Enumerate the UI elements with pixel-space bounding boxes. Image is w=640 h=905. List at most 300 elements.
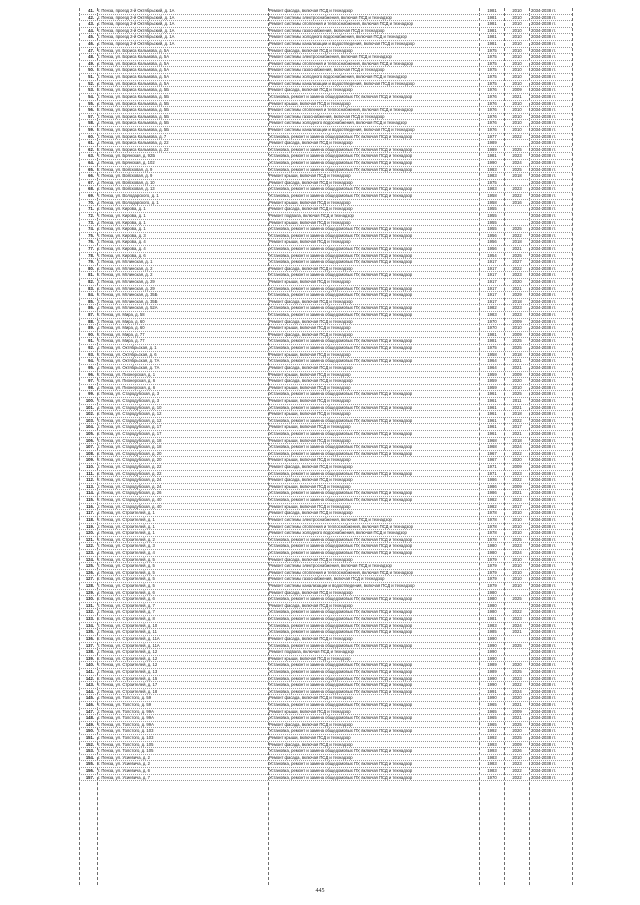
build-year-cell: 1959 xyxy=(487,384,497,390)
table-row xyxy=(79,464,572,471)
last-repair-cell: 2022 xyxy=(512,477,522,483)
work-type-cell: Ремонт системы холодного водоснабжения, включая ПСД и технадзор xyxy=(269,530,407,536)
work-type-cell: Ремонт крыши, включая ПСД и технадзор xyxy=(269,325,351,331)
work-type-cell: Установка, ремонт и замена общедомовых ПУ, включая ПСД и технадзор xyxy=(269,345,413,351)
table-row xyxy=(79,160,572,167)
row-number: 79. xyxy=(88,259,94,265)
planned-period-cell: 2034-2038 гг. xyxy=(531,662,556,668)
planned-period-cell: 2034-2038 гг. xyxy=(531,186,556,192)
address-cell: г. Пенза, ул. Стародубская, д. 24 xyxy=(98,477,162,483)
planned-period-cell: 2034-2038 гг. xyxy=(531,133,556,139)
build-year-cell: 1959 xyxy=(487,378,497,384)
work-type-cell: Ремонт системы холодного водоснабжения, включая ПСД и технадзор xyxy=(269,74,407,80)
build-year-cell: 1978 xyxy=(487,510,497,516)
planned-period-cell: 2034-2038 гг. xyxy=(531,470,556,476)
build-year-cell: 1981 xyxy=(487,8,497,13)
table-row xyxy=(79,81,572,88)
work-type-cell: Установка, ремонт и замена общедомовых ПУ, включая ПСД и технадзор xyxy=(269,768,413,774)
work-type-cell: Установка, ремонт и замена общедомовых ПУ, включая ПСД и технадзор xyxy=(269,358,413,364)
planned-period-cell: 2034-2038 гг. xyxy=(531,761,556,767)
address-cell: г. Пенза, ул. Бориса Кальмова, д. 5Б xyxy=(98,93,169,99)
planned-period-cell: 2034-2038 гг. xyxy=(531,358,556,364)
work-type-cell: Установка, ремонт и замена общедомовых ПУ, включая ПСД и технадзор xyxy=(269,622,413,628)
work-type-cell: Ремонт системы холодного водоснабжения, включая ПСД и технадзор xyxy=(269,34,407,40)
planned-period-cell: 2034-2038 гг. xyxy=(531,721,556,727)
build-year-cell: 1990 xyxy=(487,695,497,701)
address-cell: г. Пенза, ул. Мира, д. 60 xyxy=(98,318,145,324)
build-year-cell: 1993 xyxy=(487,741,497,747)
address-cell: г. Пенза, ул. Мглинская, д. 1 xyxy=(98,259,153,265)
planned-period-cell: 2034-2038 гг. xyxy=(531,113,556,119)
work-type-cell: Ремонт крыши, включая ПСД и технадзор xyxy=(269,708,351,714)
address-cell: г. Пенза, ул. Войсковая, д. 10 xyxy=(98,179,155,185)
work-type-cell: Установка, ремонт и замена общедомовых ПУ, включая ПСД и технадзор xyxy=(269,93,413,99)
build-year-cell: 1990 xyxy=(487,655,497,661)
table-row xyxy=(79,266,572,273)
planned-period-cell: 2034-2038 гг. xyxy=(531,298,556,304)
work-type-cell: Установка, ремонт и замена общедомовых ПУ, включая ПСД и технадзор xyxy=(269,761,413,767)
row-number: 75. xyxy=(88,232,94,238)
address-cell: г. Пенза, ул. Кирова, д. 3 xyxy=(98,232,146,238)
work-type-cell: Ремонт системы отопления и теплоснабжения, включая ПСД и технадзор xyxy=(269,523,413,529)
build-year-cell: 1917 xyxy=(487,292,497,298)
build-year-cell: 1965 xyxy=(487,715,497,721)
build-year-cell: 1958 xyxy=(487,193,497,199)
work-type-cell: Ремонт системы отопления и теплоснабжения, включая ПСД и технадзор xyxy=(269,107,413,113)
row-number: 55. xyxy=(88,100,94,106)
work-type-cell: Ремонт фасада, включая ПСД и технадзор xyxy=(269,8,353,13)
work-type-cell: Ремонт системы электроснабжения, включая ПСД и технадзор xyxy=(269,14,392,20)
row-number: 115. xyxy=(86,497,94,503)
work-type-cell: Ремонт крыши, включая ПСД и технадзор xyxy=(269,411,351,417)
address-cell: г. Пенза, ул. Войсковая, д. 9 xyxy=(98,166,153,172)
address-cell: г. Пенза, ул. Октябрьская, д. 7А xyxy=(98,358,160,364)
row-number: 104. xyxy=(85,424,94,430)
row-number: 82. xyxy=(88,278,94,284)
row-number: 88. xyxy=(88,318,94,324)
row-number: 112. xyxy=(86,477,94,483)
planned-period-cell: 2034-2038 гг. xyxy=(531,107,556,113)
row-number: 95. xyxy=(88,364,94,370)
table-row xyxy=(79,372,572,379)
planned-period-cell: 2034-2038 гг. xyxy=(531,516,556,522)
table-row xyxy=(79,120,572,127)
work-type-cell: Установка, ремонт и замена общедомовых ПУ, включая ПСД и технадзор xyxy=(269,609,413,615)
row-number: 56. xyxy=(88,107,94,113)
last-repair-cell: 2024 xyxy=(512,160,522,166)
work-type-cell: Ремонт фасада, включая ПСД и технадзор xyxy=(269,695,353,701)
last-repair-cell: 2010 xyxy=(512,569,522,575)
row-number: 81. xyxy=(88,272,94,278)
table-row xyxy=(79,398,572,405)
last-repair-cell: 2020 xyxy=(512,728,522,734)
table-row xyxy=(79,656,572,663)
planned-period-cell: 2034-2038 гг. xyxy=(531,371,556,377)
address-cell: г. Пенза, ул. Строителей, д. 11А xyxy=(98,635,160,641)
row-number: 156. xyxy=(85,768,94,774)
row-number: 103. xyxy=(85,417,94,423)
planned-period-cell: 2034-2038 гг. xyxy=(531,490,556,496)
last-repair-cell: 2021 xyxy=(512,629,522,635)
build-year-cell: 1979 xyxy=(487,556,497,562)
build-year-cell: 1981 xyxy=(487,331,497,337)
row-number: 67. xyxy=(88,179,94,185)
row-number: 127. xyxy=(85,576,94,582)
work-type-cell: Ремонт фасада, включая ПСД и технадзор xyxy=(269,298,353,304)
work-type-cell: Установка, ремонт и замена общедомовых ПУ, включая ПСД и технадзор xyxy=(269,728,413,734)
planned-period-cell: 2034-2038 гг. xyxy=(531,735,556,741)
last-repair-cell: 2023 xyxy=(512,497,522,503)
build-year-cell: 1981 xyxy=(487,153,497,159)
address-cell: г. Пенза, ул. Бориса Кальмова, д. 5Б xyxy=(98,113,169,119)
table-row xyxy=(79,735,572,742)
last-repair-cell: 2010 xyxy=(512,126,522,132)
last-repair-cell: 2021 xyxy=(512,358,522,364)
work-type-cell: Установка, ремонт и замена общедомовых ПУ, включая ПСД и технадзор xyxy=(269,338,413,344)
build-year-cell: 1992 xyxy=(487,728,497,734)
table-row xyxy=(79,34,572,41)
build-year-cell: 1956 xyxy=(487,245,497,251)
row-number: 144. xyxy=(85,688,94,694)
last-repair-cell: 2021 xyxy=(512,431,522,436)
planned-period-cell: 2034-2038 гг. xyxy=(531,292,556,298)
table-row xyxy=(79,352,572,359)
table-row xyxy=(79,517,572,524)
work-type-cell: Установка, ремонт и замена общедомовых ПУ, включая ПСД и технадзор xyxy=(269,259,413,265)
work-type-cell: Установка, ремонт и замена общедомовых ПУ, включая ПСД и технадзор xyxy=(269,193,413,199)
planned-period-cell: 2034-2038 гг. xyxy=(531,431,556,436)
row-number: 101. xyxy=(85,404,94,410)
table-row xyxy=(79,689,572,696)
row-number: 93. xyxy=(88,351,94,357)
address-cell: г. Пенза, ул. Стародубская, д. 22 xyxy=(98,464,162,470)
planned-period-cell: 2034-2038 гг. xyxy=(531,464,556,470)
planned-period-cell: 2034-2038 гг. xyxy=(531,21,556,27)
table-row xyxy=(79,623,572,630)
row-number: 110. xyxy=(86,464,94,470)
table-row xyxy=(79,590,572,597)
address-cell: г. Пенза, ул. Строителей, д. 1 xyxy=(98,510,155,516)
build-year-cell: 1986 xyxy=(487,483,497,489)
table-row xyxy=(79,457,572,464)
address-cell: г. Пенза, ул. Стародубская, д. 26 xyxy=(98,490,162,496)
work-type-cell: Ремонт фасада, включая ПСД и технадзор xyxy=(269,721,353,727)
address-cell: г. Пенза, ул. Бориса Кальмова, д. 5А xyxy=(98,54,169,60)
build-year-cell: 1967 xyxy=(487,450,497,456)
work-type-cell: Установка, ремонт и замена общедомовых ПУ, включая ПСД и технадзор xyxy=(269,305,413,311)
table-row xyxy=(79,636,572,643)
last-repair-cell: 2018 xyxy=(512,298,522,304)
row-number: 114. xyxy=(86,490,94,496)
address-cell: г. Пенза, ул. Строителей, д. 6 xyxy=(98,589,155,595)
planned-period-cell: 2034-2038 гг. xyxy=(531,397,556,403)
work-type-cell: Ремонт крыши, включая ПСД и технадзор xyxy=(269,199,351,205)
build-year-cell: 1975 xyxy=(487,80,497,86)
build-year-cell: 1986 xyxy=(487,477,497,483)
build-year-cell: 1955 xyxy=(487,206,497,212)
work-type-cell: Установка, ремонт и замена общедомовых ПУ, включая ПСД и технадзор xyxy=(269,146,413,152)
table-row xyxy=(79,609,572,616)
table-row xyxy=(79,438,572,445)
address-cell: г. Пенза, ул. Бориса Кальмова, д. 5Б xyxy=(98,120,169,126)
address-cell: г. Пенза, ул. Мира, д. 77 xyxy=(98,331,145,337)
planned-period-cell: 2034-2038 гг. xyxy=(531,569,556,575)
table-row xyxy=(79,325,572,332)
build-year-cell: 1961 xyxy=(487,404,497,410)
planned-period-cell: 2034-2038 гг. xyxy=(531,649,556,655)
row-number: 83. xyxy=(88,285,94,291)
address-cell: г. Пенза, ул. Бориса Кальмова, д. 5А xyxy=(98,60,169,66)
last-repair-cell: 2023 xyxy=(512,675,522,681)
table-row xyxy=(79,299,572,306)
row-number: 62. xyxy=(88,146,94,152)
last-repair-cell: 2025 xyxy=(512,642,522,648)
work-type-cell: Ремонт фасада, включая ПСД и технадзор xyxy=(269,602,353,608)
build-year-cell: 1955 xyxy=(487,212,497,218)
address-cell: г. Пенза, ул. Бориса Кальмова, д. 5А xyxy=(98,80,169,86)
planned-period-cell: 2034-2038 гг. xyxy=(531,166,556,172)
address-cell: г. Пенза, ул. Строителей, д. 1 xyxy=(98,523,155,529)
row-number: 85. xyxy=(88,298,94,304)
build-year-cell: 1964 xyxy=(487,364,497,370)
table-row xyxy=(79,94,572,101)
planned-period-cell: 2034-2038 гг. xyxy=(531,338,556,344)
work-type-cell: Ремонт системы электроснабжения, включая ПСД и технадзор xyxy=(269,54,392,60)
work-type-cell: Ремонт системы электроснабжения, включая ПСД и технадзор xyxy=(269,563,392,569)
address-cell: г. Пенза, ул. Толстого, д. 59 xyxy=(98,695,152,701)
planned-period-cell: 2034-2038 гг. xyxy=(531,444,556,450)
address-cell: г. Пенза, ул. Усиевича, д. 7 xyxy=(98,774,150,780)
last-repair-cell: 2010 xyxy=(512,41,522,47)
row-number: 98. xyxy=(88,384,94,390)
row-number: 109. xyxy=(85,457,94,463)
address-cell: г. Пенза, ул. Мира, д. 60 xyxy=(98,325,145,331)
table-row xyxy=(79,226,572,233)
work-type-cell: Установка, ремонт и замена общедомовых ПУ, включая ПСД и технадзор xyxy=(269,252,413,258)
table-row xyxy=(79,193,572,200)
work-type-cell: Ремонт системы канализации и водоотведения, включая ПСД и технадзор xyxy=(269,126,415,132)
row-number: 123. xyxy=(85,549,94,555)
address-cell: г. Пенза, ул. Бориса Кальмова, д. 5Б xyxy=(98,100,169,106)
build-year-cell: 1979 xyxy=(487,569,497,575)
row-number: 91. xyxy=(88,338,94,344)
planned-period-cell: 2034-2038 гг. xyxy=(531,675,556,681)
planned-period-cell: 2034-2038 гг. xyxy=(531,457,556,463)
planned-period-cell: 2034-2038 гг. xyxy=(531,278,556,284)
row-number: 46. xyxy=(88,41,94,47)
planned-period-cell: 2034-2038 гг. xyxy=(531,87,556,93)
last-repair-cell: 2010 xyxy=(512,120,522,126)
last-repair-cell: 2009 xyxy=(512,708,522,714)
work-type-cell: Ремонт фасада, включая ПСД и технадзор xyxy=(269,318,353,324)
last-repair-cell: 2025 xyxy=(512,391,522,397)
row-number: 43. xyxy=(88,21,94,27)
row-number: 90. xyxy=(88,331,94,337)
table-row xyxy=(79,471,572,478)
build-year-cell: 1990 xyxy=(487,635,497,641)
last-repair-cell: 2023 xyxy=(512,543,522,549)
table-row xyxy=(79,709,572,716)
table-row xyxy=(79,365,572,372)
address-cell: г. Пенза, ул. Стародубская, д. 3 xyxy=(98,391,160,397)
last-repair-cell: 2025 xyxy=(512,146,522,152)
row-number: 78. xyxy=(88,252,94,258)
address-cell: г. Пенза, ул. Октябрьская, д. 6 xyxy=(98,351,157,357)
planned-period-cell: 2034-2038 гг. xyxy=(531,179,556,185)
build-year-cell: 1955 xyxy=(487,226,497,232)
last-repair-cell: 2021 xyxy=(512,364,522,370)
address-cell: г. Пенза, ул. Строителей, д. 5 xyxy=(98,576,155,582)
work-type-cell: Установка, ремонт и замена общедомовых ПУ, включая ПСД и технадзор xyxy=(269,166,413,172)
work-type-cell: Ремонт крыши, включая ПСД и технадзор xyxy=(269,655,351,661)
table-row xyxy=(79,48,572,55)
address-cell: г. Пенза, ул. Стародубская, д. 40 xyxy=(98,497,162,503)
build-year-cell: 1976 xyxy=(487,93,497,99)
table-row xyxy=(79,563,572,570)
address-cell: г. Пенза, ул. Строителей, д. 7 xyxy=(98,602,155,608)
build-year-cell: 1976 xyxy=(487,126,497,132)
build-year-cell: 1965 xyxy=(487,708,497,714)
row-number: 147. xyxy=(85,708,94,714)
address-cell: г. Пенза, ул. Кирова, д. 1 xyxy=(98,206,146,212)
table-row xyxy=(79,768,572,775)
planned-period-cell: 2034-2038 гг. xyxy=(531,378,556,384)
planned-period-cell: 2034-2038 гг. xyxy=(531,239,556,245)
address-cell: г. Пенза, проезд 2-й Октябрьский, д. 1А xyxy=(98,34,175,40)
work-type-cell: Ремонт фасада, включая ПСД и технадзор xyxy=(269,589,353,595)
build-year-cell: 1991 xyxy=(487,688,497,694)
work-type-cell: Установка, ремонт и замена общедомовых ПУ, включая ПСД и технадзор xyxy=(269,642,413,648)
row-number: 135. xyxy=(85,629,94,635)
row-number: 143. xyxy=(85,682,94,688)
build-year-cell: 1975 xyxy=(487,179,497,185)
build-year-cell: 1975 xyxy=(487,67,497,73)
address-cell: г. Пенза, ул. Стародубская, д. 18 xyxy=(98,444,162,450)
last-repair-cell: 2010 xyxy=(512,27,522,33)
table-border-right xyxy=(572,8,573,885)
work-type-cell: Ремонт фасада, включая ПСД и технадзор xyxy=(269,510,353,516)
table-row xyxy=(79,213,572,220)
address-cell: г. Пенза, ул. Бориса Кальмова, д. 5Б xyxy=(98,126,169,132)
row-number: 64. xyxy=(88,160,94,166)
build-year-cell: 1917 xyxy=(487,265,497,271)
last-repair-cell: 2022 xyxy=(512,609,522,615)
build-year-cell: 1989 xyxy=(487,140,497,146)
planned-period-cell: 2034-2038 гг. xyxy=(531,655,556,661)
work-type-cell: Ремонт фасада, включая ПСД и технадзор xyxy=(269,140,353,146)
build-year-cell: 1971 xyxy=(487,470,497,476)
row-number: 44. xyxy=(88,27,94,33)
last-repair-cell: 2022 xyxy=(512,265,522,271)
planned-period-cell: 2034-2038 гг. xyxy=(531,450,556,456)
row-number: 45. xyxy=(88,34,94,40)
planned-period-cell: 2034-2038 гг. xyxy=(531,34,556,40)
build-year-cell: 1983 xyxy=(487,173,497,179)
build-year-cell: 1981 xyxy=(487,338,497,344)
build-year-cell: 1986 xyxy=(487,490,497,496)
address-cell: г. Пенза, ул. Пионерская, д. 1 xyxy=(98,371,156,377)
address-cell: г. Пенза, ул. Толстого, д. 99А xyxy=(98,715,154,721)
address-cell: г. Пенза, ул. Пионерская, д. 6 xyxy=(98,384,156,390)
work-type-cell: Ремонт подвала, включая ПСД и технадзор xyxy=(269,649,354,655)
build-year-cell: 1955 xyxy=(487,219,497,225)
address-cell: г. Пенза, ул. Бориса Кальмова, д. 5А xyxy=(98,47,169,53)
table-row xyxy=(79,510,572,517)
address-cell: г. Пенза, ул. Бориса Кальмова, д. 22 xyxy=(98,146,169,152)
last-repair-cell: 2025 xyxy=(512,166,522,172)
table-row xyxy=(79,629,572,636)
planned-period-cell: 2034-2038 гг. xyxy=(531,153,556,159)
build-year-cell: 1961 xyxy=(487,417,497,423)
table-row xyxy=(79,444,572,451)
work-type-cell: Установка, ремонт и замена общедомовых ПУ, включая ПСД и технадзор xyxy=(269,133,413,139)
row-number: 41. xyxy=(88,8,94,13)
address-cell: г. Пенза, ул. Стародубская, д. 12 xyxy=(98,417,162,423)
planned-period-cell: 2034-2038 гг. xyxy=(531,748,556,754)
work-type-cell: Установка, ремонт и замена общедомовых ПУ, включая ПСД и технадзор xyxy=(269,391,413,397)
address-cell: г. Пенза, ул. Кирова, д. 1 xyxy=(98,226,146,232)
address-cell: г. Пенза, ул. Толстого, д. 99А xyxy=(98,708,154,714)
work-type-cell: Установка, ремонт и замена общедомовых ПУ, включая ПСД и технадзор xyxy=(269,417,413,423)
build-year-cell: 1989 xyxy=(487,662,497,668)
address-cell: г. Пенза, ул. Толстого, д. 59 xyxy=(98,701,152,707)
row-number: 70. xyxy=(88,199,94,205)
last-repair-cell: 2009 xyxy=(512,87,522,93)
planned-period-cell: 2034-2038 гг. xyxy=(531,74,556,80)
build-year-cell: 1993 xyxy=(487,748,497,754)
last-repair-cell: 2022 xyxy=(512,417,522,423)
build-year-cell: 1961 xyxy=(487,411,497,417)
table-row xyxy=(79,15,572,22)
address-cell: г. Пенза, ул. Толстого, д. 103 xyxy=(98,735,154,741)
table-row xyxy=(79,748,572,755)
work-type-cell: Установка, ремонт и замена общедомовых ПУ, включая ПСД и технадзор xyxy=(269,232,413,238)
planned-period-cell: 2034-2038 гг. xyxy=(531,146,556,152)
work-type-cell: Ремонт системы газоснабжения, включая ПСД и технадзор xyxy=(269,67,385,73)
last-repair-cell: 2023 xyxy=(512,153,522,159)
table-row xyxy=(79,775,572,782)
address-cell: г. Пенза, ул. Строителей, д. 8 xyxy=(98,616,155,622)
build-year-cell: 1980 xyxy=(487,589,497,595)
build-year-cell: 1983 xyxy=(487,166,497,172)
last-repair-cell: 2027 xyxy=(512,259,522,265)
work-type-cell: Установка, ремонт и замена общедомовых ПУ, включая ПСД и технадзор xyxy=(269,285,413,291)
row-number: 89. xyxy=(88,325,94,331)
planned-period-cell: 2034-2038 гг. xyxy=(531,272,556,278)
table-row xyxy=(79,319,572,326)
planned-period-cell: 2034-2038 гг. xyxy=(531,54,556,60)
table-row xyxy=(79,87,572,94)
address-cell: г. Пенза, ул. Толстого, д. 103 xyxy=(98,728,154,734)
row-number: 138. xyxy=(85,649,94,655)
planned-period-cell: 2034-2038 гг. xyxy=(531,14,556,20)
table-row xyxy=(79,662,572,669)
table-row xyxy=(79,220,572,227)
row-number: 102. xyxy=(85,411,94,417)
row-number: 100. xyxy=(85,397,94,403)
build-year-cell: 1981 xyxy=(487,34,497,40)
address-cell: г. Пенза, ул. Октябрьская, д. 7А xyxy=(98,364,160,370)
build-year-cell: 1956 xyxy=(487,239,497,245)
work-type-cell: Ремонт крыши, включая ПСД и технадзор xyxy=(269,384,351,390)
row-number: 63. xyxy=(88,153,94,159)
row-number: 108. xyxy=(85,450,94,456)
row-number: 118. xyxy=(86,516,94,522)
row-number: 131. xyxy=(85,602,94,608)
row-number: 51. xyxy=(88,74,94,80)
work-type-cell: Установка, ремонт и замена общедомовых ПУ, включая ПСД и технадзор xyxy=(269,404,413,410)
row-number: 65. xyxy=(88,166,94,172)
